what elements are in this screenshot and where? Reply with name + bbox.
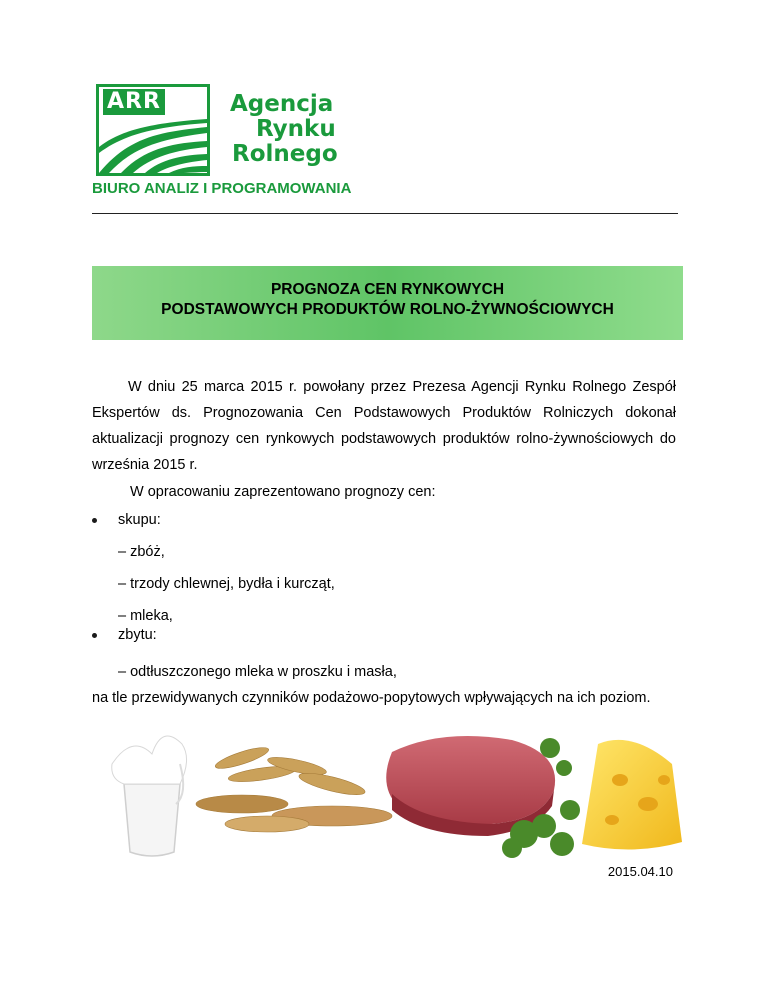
milk-glass-icon bbox=[112, 736, 187, 856]
list-intro: W opracowaniu zaprezentowano prognozy cen: bbox=[130, 484, 436, 500]
logo-emblem bbox=[96, 84, 210, 176]
department-name: BIURO ANALIZ I PROGRAMOWANIA bbox=[92, 180, 352, 197]
header-divider bbox=[92, 213, 678, 214]
arr-logo bbox=[96, 84, 386, 180]
bullet-icon bbox=[92, 633, 97, 638]
list-item-label: zbytu: bbox=[118, 627, 157, 643]
field-stripes-icon bbox=[99, 87, 207, 173]
logo-abbreviation: ARR bbox=[103, 89, 165, 115]
food-products-image bbox=[92, 724, 688, 860]
sub-item-zboz: – zbóż, bbox=[118, 544, 165, 560]
list-item-skupu bbox=[118, 512, 161, 528]
title-banner bbox=[92, 266, 683, 340]
body-paragraph bbox=[92, 374, 676, 478]
closing-sentence: na tle przewidywanych czynników podażowo-popytowych wpływających na ich poziom. bbox=[92, 690, 651, 706]
logo-wordmark bbox=[230, 92, 338, 167]
list-item-label: skupu: bbox=[118, 512, 161, 528]
wheat-icon bbox=[196, 744, 392, 832]
list-item-zbytu bbox=[118, 627, 157, 643]
sub-item-trzody: – trzody chlewnej, bydła i kurcząt, bbox=[118, 576, 335, 592]
logo-line-rolnego: Rolnego bbox=[232, 141, 338, 167]
paragraph-text: W dniu 25 marca 2015 r. powołany przez Prezesa Agencji Rynku Rolnego Zespół Ekspertów ds. Prognozowania Cen Podstawowych Produktów Rolniczych dokonał aktualizacji prognozy cen rynkowych podstawowych produktów rolno-żywnościowych do września 2015 r. bbox=[92, 379, 676, 473]
meat-icon bbox=[386, 736, 555, 836]
cheese-icon bbox=[582, 740, 682, 850]
logo-line-rynku: Rynku bbox=[256, 116, 336, 142]
title-line-2: PODSTAWOWYCH PRODUKTÓW ROLNO-ŻYWNOŚCIOWYCH bbox=[161, 301, 614, 318]
sub-item-mleka: – mleka, bbox=[118, 608, 173, 624]
bullet-icon bbox=[92, 518, 97, 523]
title-line-1: PROGNOZA CEN RYNKOWYCH bbox=[270, 281, 505, 298]
sub-item-odtluszczonego: – odtłuszczonego mleka w proszku i masła, bbox=[118, 664, 397, 680]
document-date: 2015.04.10 bbox=[607, 864, 673, 879]
logo-line-agencja: Agencja bbox=[230, 91, 334, 117]
